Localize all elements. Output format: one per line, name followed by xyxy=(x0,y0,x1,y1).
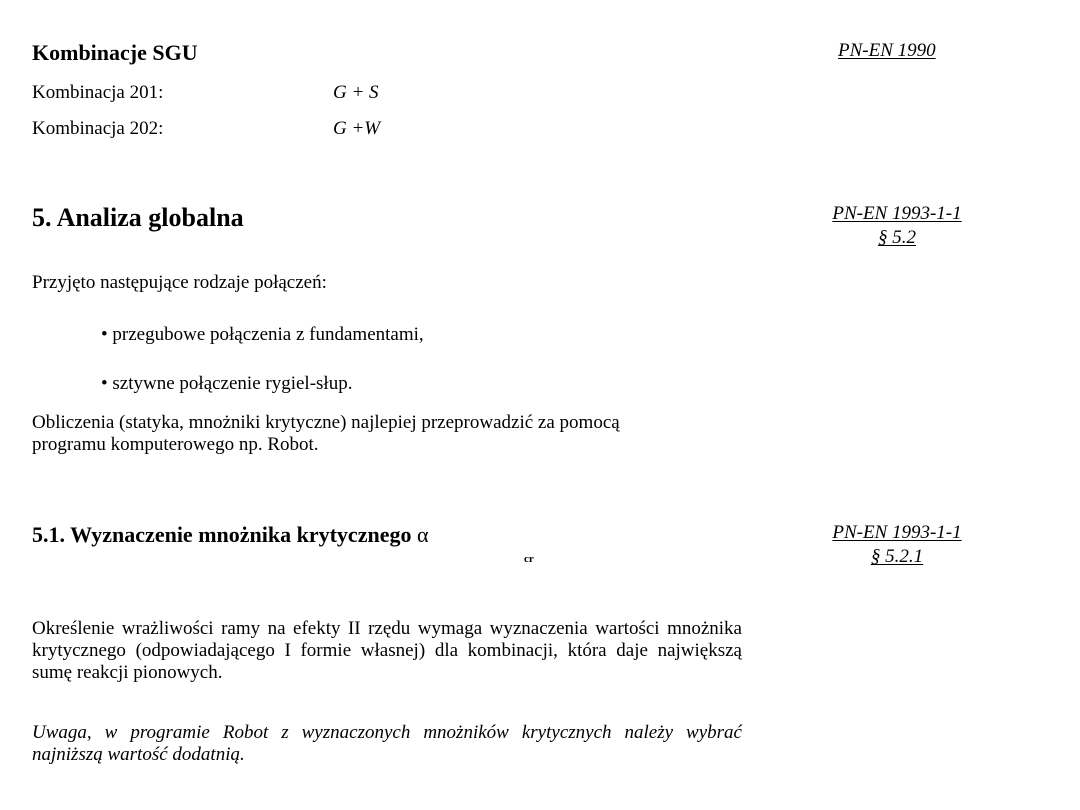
section-5-ref-clause: § 5.2 xyxy=(878,227,916,248)
connections-intro: Przyjęto następujące rodzaje połączeń: xyxy=(32,272,327,293)
section-5-1-standard-ref xyxy=(797,521,997,569)
section-5-heading: 5. Analiza globalna xyxy=(32,203,244,232)
critical-multiplier-paragraph: Określenie wrażliwości ramy na efekty II rzędu wymaga wyznaczenia wartości mnożnika krytycznego (odpowiadającego I formie własnej) dla kombinacji, która daje największą sumę reakcji pionowych. xyxy=(32,618,742,683)
bullet-item: • przegubowe połączenia z fundamentami, xyxy=(101,324,424,345)
calculation-note: Obliczenia (statyka, mnożniki krytyczne) najlepiej przeprowadzić za pomocą programu komputerowego np. Robot. xyxy=(32,412,620,455)
section-5-ref-standard: PN-EN 1993-1-1 xyxy=(832,203,962,224)
section-5-1-heading xyxy=(32,522,429,548)
section-5-standard-ref xyxy=(797,202,997,250)
alpha-subscript: cr xyxy=(524,553,534,565)
combo-202-formula: G +W xyxy=(333,118,381,139)
combo-201-formula: G + S xyxy=(333,82,379,103)
section-5-1-heading-text: 5.1. Wyznaczenie mnożnika krytycznego xyxy=(32,522,412,547)
combo-202-label: Kombinacja 202: xyxy=(32,118,164,139)
sgu-standard-ref: PN-EN 1990 xyxy=(838,40,936,61)
alpha-symbol: α xyxy=(416,522,429,547)
robot-remark: Uwaga, w programie Robot z wyznaczonych mnożników krytycznych należy wybrać najniższą wartość dodatnią. xyxy=(32,722,742,765)
combo-201-label: Kombinacja 201: xyxy=(32,82,164,103)
sgu-heading: Kombinacje SGU xyxy=(32,40,198,65)
bullet-item: • sztywne połączenie rygiel-słup. xyxy=(101,373,353,394)
section-5-1-ref-clause: § 5.2.1 xyxy=(870,546,924,567)
section-5-1-ref-standard: PN-EN 1993-1-1 xyxy=(832,522,962,543)
